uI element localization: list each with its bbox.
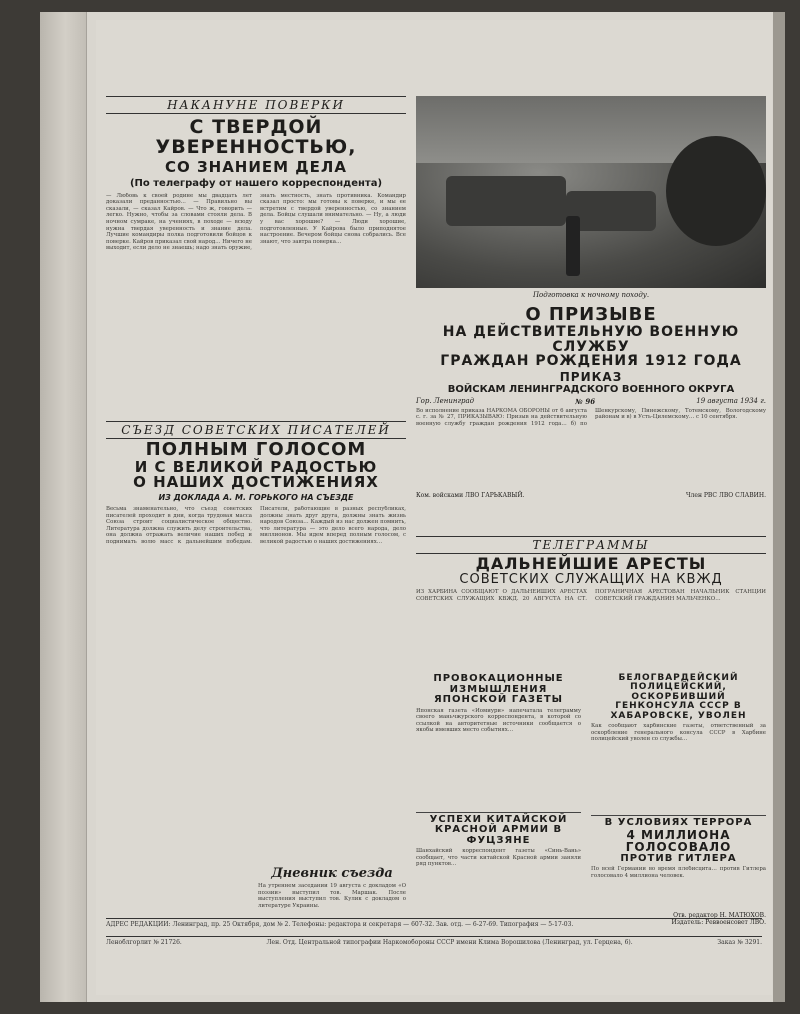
- page-edge: [773, 12, 785, 1002]
- conscription-headline: О ПРИЗЫВЕ: [525, 304, 657, 325]
- editor-line: Отв. редактор Н. МАТЮХОВ.: [673, 912, 766, 920]
- arrests-headline: ДАЛЬНЕЙШИЕ АРЕСТЫ: [475, 554, 707, 573]
- provocation-body: Японская газета «Иомиури» напечатала телеграмму своего маньчжурского корреспондента, в которой со ссылкой на авторитетные источники сообщается о якобы имевших место событиях…: [416, 707, 581, 734]
- footer-printer: Лен. Отд. Центральной типографии Наркомобороны СССР имени Клима Ворошилова (Ленинград, ул. Герцена, 6).: [266, 939, 633, 946]
- newspaper-page: [40, 12, 785, 1002]
- left-column: [106, 96, 406, 909]
- newspaper-sheet: [96, 20, 772, 995]
- publisher-line: Издатель: Реввоенсовет ЛВО.: [671, 919, 766, 927]
- footer-address: АДРЕС РЕДАКЦИИ: Ленинград, пр. 25 Октября, дом № 2. Телефоны: редактора и секретаря — 607-32. Зав. отд. — 6-27-69. Типография — 5-17-03.: [106, 918, 762, 928]
- report-subtitle: ИЗ ДОКЛАДА А. М. ГОРЬКОГО НА СЪЕЗДЕ: [158, 493, 354, 503]
- headline: С ТВЕРДОЙ УВЕРЕННОСТЬЮ,: [155, 116, 357, 158]
- section-kicker: НАКАНУНЕ ПОВЕРКИ: [106, 96, 406, 114]
- terror-body: По всей Германии во время плебисцита… против Гитлера голосовало 4 миллиона человек.: [591, 866, 766, 879]
- headline-secondary: СО ЗНАНИЕМ ДЕЛА: [165, 157, 347, 176]
- conscription-headline-3: ГРАЖДАН РОЖДЕНИЯ 1912 ГОДА: [440, 353, 742, 370]
- diary-title: Дневник съезда: [271, 866, 393, 881]
- terror-headline-3: ПРОТИВ ГИТЛЕРА: [620, 852, 737, 864]
- consul-headline: БЕЛОГВАРДЕЙСКИЙ ПОЛИЦЕЙСКИЙ, ОСКОРБИВШИЙ ГЕНКОНСУЛА СССР В ХАБАРОВСКЕ, УВОЛЕН: [610, 673, 747, 721]
- footer-print-info: [106, 936, 762, 946]
- terror-headline-2: 4 МИЛЛИОНА ГОЛОСОВАЛО: [625, 827, 732, 855]
- order-body: Во исполнение приказа НАРКОМА ОБОРОНЫ от 6 августа с. г. за № 27, ПРИКАЗЫВАЮ: Призыв на действительную военную службу граждан рождения 1912 года… б) по Шенкурскому, Пинежскому, Тотемскому, Вологодскому районам и в) в Усть-Цилемскому… с 10 сентября.: [416, 407, 766, 427]
- consul-body: Как сообщают харбинские газеты, ответственный за оскорбление генерального консула СССР в Харбине полицейский уволен со службы…: [591, 723, 766, 743]
- red-army-headline: УСПЕХИ КИТАЙСКОЙ КРАСНОЙ АРМИИ В ФУЦЗЯНЕ: [429, 813, 568, 846]
- order-number: № 96: [575, 396, 596, 406]
- order-date: 19 августа 1934 г.: [696, 396, 766, 405]
- order-subtitle: ВОЙСКАМ ЛЕНИНГРАДСКОГО ВОЕННОГО ОКРУГА: [447, 383, 735, 395]
- order-signature-1: Ком. войсками ЛВО ГАРЬКАВЫЙ.: [416, 491, 525, 499]
- order-signatures: [416, 492, 766, 499]
- binding-strip: [40, 12, 87, 1002]
- section-kicker-writers: СЪЕЗД СОВЕТСКИХ ПИСАТЕЛЕЙ: [106, 421, 406, 439]
- telegrams-kicker: ТЕЛЕГРАММЫ: [416, 536, 766, 554]
- conscription-headline-2: НА ДЕЙСТВИТЕЛЬНУЮ ВОЕННУЮ СЛУЖБУ: [442, 323, 740, 355]
- order-dateline: [416, 397, 766, 406]
- headline-writers: ПОЛНЫМ ГОЛОСОМ: [145, 438, 367, 460]
- diary-text: На утреннем заседании 19 августа с докладом «О поэзии» выступил тов. Маршак. После выступления выступил тов. Кулик с докладом о литературе Украины.: [258, 883, 406, 909]
- headline-writers-3: О НАШИХ ДОСТИЖЕНИЯХ: [133, 473, 379, 492]
- conscription-block: [416, 306, 766, 499]
- article-body: — Любовь к своей родине мы двадцать лет доказали преданностью… — Правильно вы сказали, — сказал Кайров. — Что ж, говорить — легко. Нужно, чтобы за словами стояли дела. В ночном сумраке, на учениях, в походе — всюду нужна твердая уверенность и знание дела. Лучшие командиры полка подготовили бойцов к поверке. Кайров приказал свой народ… Ничего не выходит, если дело не знаешь; надо знать оружие, знать местность, знать противника. Командир сказал просто: мы готовы к поверке, и мы ее встретим с твердой уверенностью, со знанием дела. Бойцы слушали внимательно. — Ну, а люди у вас хорошие? — Люди хорошие, подготовленные. У Кайрова было приподнятое настроение. Вечером бойцы снова собрались. Все знают, что завтра поверка…: [106, 192, 406, 252]
- article-body-writers: Весьма знаменательно, что съезд советских писателей проходит в дни, когда трудовая масса Союза строит социалистическое общество. Литература должна служить делу строительства, она должна отражать величие наших побед и поднимать волю масс к дальнейшим победам. Писатели, работающие в разных республиках, должны знать друг друга, должны знать жизнь народов Союза… Каждый из нас должен помнить, что литература — это дело всего народа, дело миллионов. Мы идем вперед полным голосом, с великой радостью о наших достижениях…: [106, 506, 406, 545]
- consul-article: [591, 674, 766, 926]
- photo-caption: Подготовка к ночному походу.: [532, 291, 650, 299]
- headline-writers-2: И С ВЕЛИКОЙ РАДОСТЬЮ: [134, 457, 378, 476]
- arrests-body: ИЗ ХАРБИНА СООБЩАЮТ О ДАЛЬНЕЙШИХ АРЕСТАХ СОВЕТСКИХ СЛУЖАЩИХ КВЖД. 20 АВГУСТА НА СТ. ПОГРАНИЧНАЯ АРЕСТОВАН НАЧАЛЬНИК СТАНЦИИ СОВЕТСКИЙ ГРАЖДАНИН МАЛЬЧЕНКО…: [416, 589, 766, 603]
- order-place: Гор. Ленинград: [416, 396, 475, 405]
- military-photo: [416, 96, 766, 288]
- order-title: ПРИКАЗ: [559, 369, 623, 384]
- provocation-headline: ПРОВОКАЦИОННЫЕ ИЗМЫШЛЕНИЯ ЯПОНСКОЙ ГАЗЕТЫ: [433, 673, 564, 705]
- diary-box: [258, 866, 406, 943]
- footer-lenoblgorlit: Леноблгорлит № 21726.: [106, 939, 182, 946]
- footer-order: Заказ № 3291.: [717, 939, 762, 946]
- byline: (По телеграфу от нашего корреспондента): [129, 177, 383, 189]
- telegrams-block: [416, 536, 766, 669]
- terror-headline: В УСЛОВИЯХ ТЕРРОРА: [604, 817, 753, 829]
- provocation-article: [416, 674, 581, 948]
- arrests-headline-2: СОВЕТСКИХ СЛУЖАЩИХ НА КВЖД: [459, 571, 723, 587]
- order-signature-2: Член РВС ЛВО СЛАВИН.: [685, 491, 766, 499]
- red-army-body: Шанхайский корреспондент газеты «Синь-Вань» сообщает, что части китайской Красной армии заняли ряд пунктов…: [416, 848, 581, 868]
